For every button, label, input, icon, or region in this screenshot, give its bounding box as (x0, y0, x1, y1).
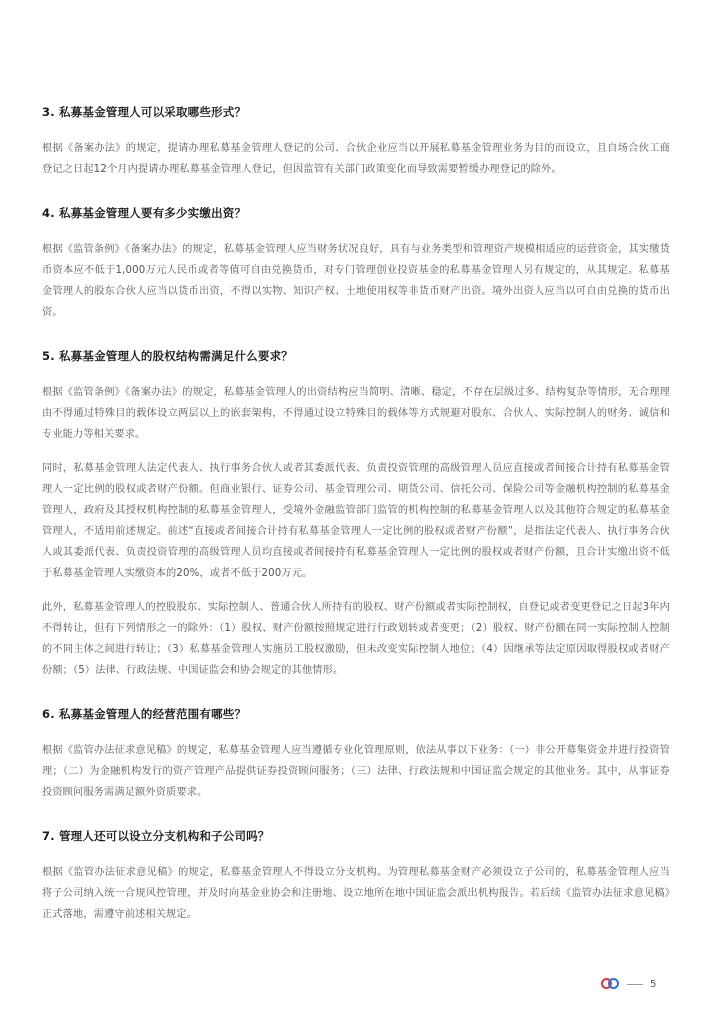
page-footer (600, 976, 656, 992)
section-paragraph: 根据《备案办法》的规定，提请办理私募基金管理人登记的公司、合伙企业应当以开展私募基金管理业务为目的而设立，且自场合伙工商登记之日起12个月内提请办理私募基金管理人登记，但因监管有关部门政策变化而导致需要暂缓办理登记的除外。 (42, 143, 670, 175)
section-heading: 6. 私募基金管理人的经营范围有哪些？ (42, 707, 247, 721)
document-content (42, 103, 670, 949)
page-number: 5 (650, 978, 657, 990)
section-6 (42, 705, 670, 803)
section-paragraph: 此外，私募基金管理人的控股股东、实际控制人、普通合伙人所持有的股权、财产份额或者实际控制权，自登记或者变更登记之日起3年内不得转让，但有下列情形之一的除外：（1）股权、财产份额按照规定进行行政划转或者变更；（2）股权、财产份额在同一实际控制人控制的不同主体之间进行转让；（3）私募基金管理人实施员工股权激励，但未改变实际控制人地位；（4）因继承等法定原因取得股权或者财产份额；（5）法律、行政法规、中国证监会和协会规定的其他情形。 (42, 602, 670, 676)
double-ring-logo-icon (600, 977, 622, 991)
section-paragraph: 同时，私募基金管理人法定代表人、执行事务合伙人或者其委派代表、负责投资管理的高级管理人员应直接或者间接合计持有私募基金管理人一定比例的股权或者财产份额。但商业银行、证券公司、基金管理公司、期货公司、信托公司、保险公司等金融机构控制的私募基金管理人，政府及其授权机构控制的私募基金管理人，受境外金融监管部门监管的机构控制的私募基金管理人以及其他符合规定的私募基金管理人，不适用前述规定。前述“直接或者间接合计持有私募基金管理人一定比例的股权或者财产份额”，是指法定代表人、执行事务合伙人或其委派代表、负责投资管理的高级管理人员均直接或者间接持有私募基金管理人一定比例的股权或者财产份额，且合计实缴出资不低于私募基金管理人实缴资本的20%，或者不低于200万元。 (42, 463, 670, 579)
section-paragraph: 根据《监管条例》《备案办法》的规定，私募基金管理人的出资结构应当简明、清晰、稳定，不存在层级过多、结构复杂等情形，无合理理由不得通过特殊目的载体设立两层以上的嵌套架构，不得通过设立特殊目的载体等方式规避对股东、合伙人、实际控制人的财务、诚信和专业能力等相关要求。 (42, 387, 670, 440)
section-heading: 4. 私募基金管理人要有多少实缴出资？ (42, 206, 247, 220)
section-7 (42, 827, 670, 925)
section-4 (42, 204, 670, 323)
section-heading: 3. 私募基金管理人可以采取哪些形式？ (42, 105, 247, 119)
section-heading: 7. 管理人还可以设立分支机构和子公司吗？ (42, 829, 270, 843)
footer-divider (627, 984, 643, 985)
section-paragraph: 根据《监管条例》《备案办法》的规定，私募基金管理人应当财务状况良好，具有与业务类型和管理资产规模相适应的运营资金，其实缴货币资本应不低于1,000万元人民币或者等值可自由兑换货币，对专门管理创业投资基金的私募基金管理人另有规定的，从其规定。私募基金管理人的股东合伙人应当以货币出资，不得以实物、知识产权、土地使用权等非货币财产出资。境外出资人应当以可自由兑换的货币出资。 (42, 244, 670, 318)
section-5 (42, 347, 670, 681)
section-3 (42, 103, 670, 180)
section-paragraph: 根据《监管办法征求意见稿》的规定，私募基金管理人不得设立分支机构。为管理私募基金财产必须设立子公司的，私募基金管理人应当将子公司纳入统一合规风控管理，并及时向基金业协会和注册地、设立地所在地中国证监会派出机构报告。若后续《监管办法征求意见稿》正式落地，需遵守前述相关规定。 (42, 867, 670, 920)
section-paragraph: 根据《监管办法征求意见稿》的规定，私募基金管理人应当遵循专业化管理原则，依法从事以下业务：（一）非公开募集资金并进行投资管理；（二）为金融机构发行的资产管理产品提供证券投资顾问服务；（三）法律、行政法规和中国证监会规定的其他业务。其中，从事证券投资顾问服务需满足额外资质要求。 (42, 745, 670, 798)
section-heading: 5. 私募基金管理人的股权结构需满足什么要求？ (42, 349, 293, 363)
